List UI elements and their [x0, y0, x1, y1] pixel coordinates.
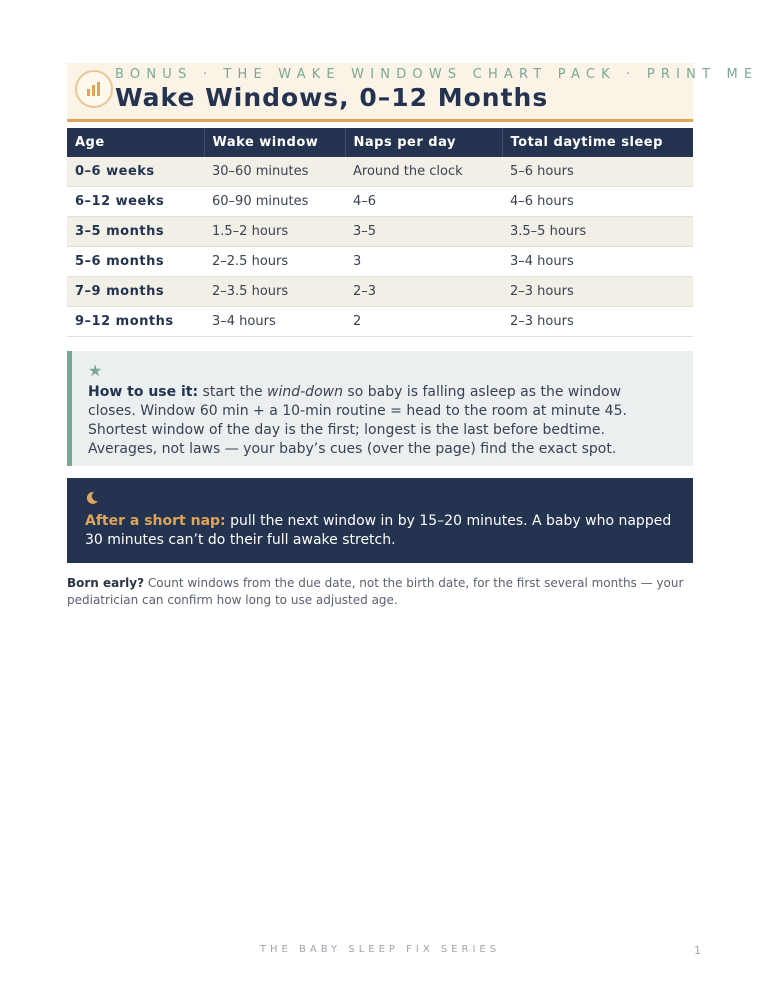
- table-row: [67, 247, 693, 277]
- how-to-use-body-end: so baby is falling asleep as the window closes. Window 60 min + a 10-min routine = head to the room at minute 45. Shortest window of the day is the first; longest is the last before bedtime. Averages, not laws — your baby’s cues (over the page) find the exact spot.: [88, 384, 627, 457]
- wind-down-emphasis: wind-down: [267, 384, 343, 400]
- total-sleep-cell: 3–4 hours: [502, 247, 693, 277]
- column-header-naps: Naps per day: [345, 128, 502, 157]
- table-row: [67, 217, 693, 247]
- short-nap-text: [85, 512, 673, 550]
- how-to-use-callout: [67, 351, 693, 466]
- table-row: [67, 187, 693, 217]
- naps-cell: 2–3: [345, 277, 502, 307]
- table-row: [67, 307, 693, 337]
- how-to-use-body-start: start the: [198, 384, 268, 400]
- wake-windows-table: [67, 128, 693, 337]
- column-header-wake-window: Wake window: [204, 128, 345, 157]
- bar-chart-icon: [75, 70, 113, 108]
- total-sleep-cell: 3.5–5 hours: [502, 217, 693, 247]
- wake-window-cell: 60–90 minutes: [204, 187, 345, 217]
- wake-window-cell: 30–60 minutes: [204, 157, 345, 187]
- short-nap-callout: [67, 478, 693, 563]
- total-sleep-cell: 5–6 hours: [502, 157, 693, 187]
- table-header-row: [67, 128, 693, 157]
- kicker-text: BONUS · THE WAKE WINDOWS CHART PACK · PRINT ME: [115, 67, 759, 82]
- short-nap-lead: After a short nap:: [85, 513, 226, 529]
- total-sleep-cell: 2–3 hours: [502, 277, 693, 307]
- total-sleep-cell: 2–3 hours: [502, 307, 693, 337]
- naps-cell: 2: [345, 307, 502, 337]
- born-early-body: Count windows from the due date, not the birth date, for the first several months — your pediatrician can confirm how long to use adjusted age.: [67, 576, 684, 607]
- age-cell: 0–6 weeks: [67, 157, 204, 187]
- naps-cell: 4–6: [345, 187, 502, 217]
- wake-window-cell: 1.5–2 hours: [204, 217, 345, 247]
- born-early-lead: Born early?: [67, 576, 145, 590]
- short-nap-body: pull the next window in by 15–20 minutes. A baby who napped 30 minutes can’t do their full awake stretch.: [85, 513, 672, 548]
- page-title: Wake Windows, 0–12 Months: [115, 83, 549, 112]
- series-footer: THE BABY SLEEP FIX SERIES: [259, 944, 501, 955]
- column-header-age: Age: [67, 128, 204, 157]
- naps-cell: Around the clock: [345, 157, 502, 187]
- page-header: [67, 63, 759, 122]
- total-sleep-cell: 4–6 hours: [502, 187, 693, 217]
- moon-icon: [85, 490, 673, 512]
- wake-window-cell: 2–3.5 hours: [204, 277, 345, 307]
- star-icon: ★: [88, 361, 103, 380]
- age-cell: 7–9 months: [67, 277, 204, 307]
- age-cell: 6–12 weeks: [67, 187, 204, 217]
- born-early-note: [67, 575, 693, 609]
- naps-cell: 3–5: [345, 217, 502, 247]
- age-cell: 3–5 months: [67, 217, 204, 247]
- wake-window-cell: 2–2.5 hours: [204, 247, 345, 277]
- table-row: [67, 157, 693, 187]
- page-number: 1: [694, 944, 701, 957]
- how-to-use-text: [88, 383, 673, 459]
- age-cell: 5–6 months: [67, 247, 204, 277]
- naps-cell: 3: [345, 247, 502, 277]
- column-header-total-sleep: Total daytime sleep: [502, 128, 693, 157]
- wake-window-cell: 3–4 hours: [204, 307, 345, 337]
- table-row: [67, 277, 693, 307]
- how-to-use-lead: How to use it:: [88, 384, 199, 400]
- age-cell: 9–12 months: [67, 307, 204, 337]
